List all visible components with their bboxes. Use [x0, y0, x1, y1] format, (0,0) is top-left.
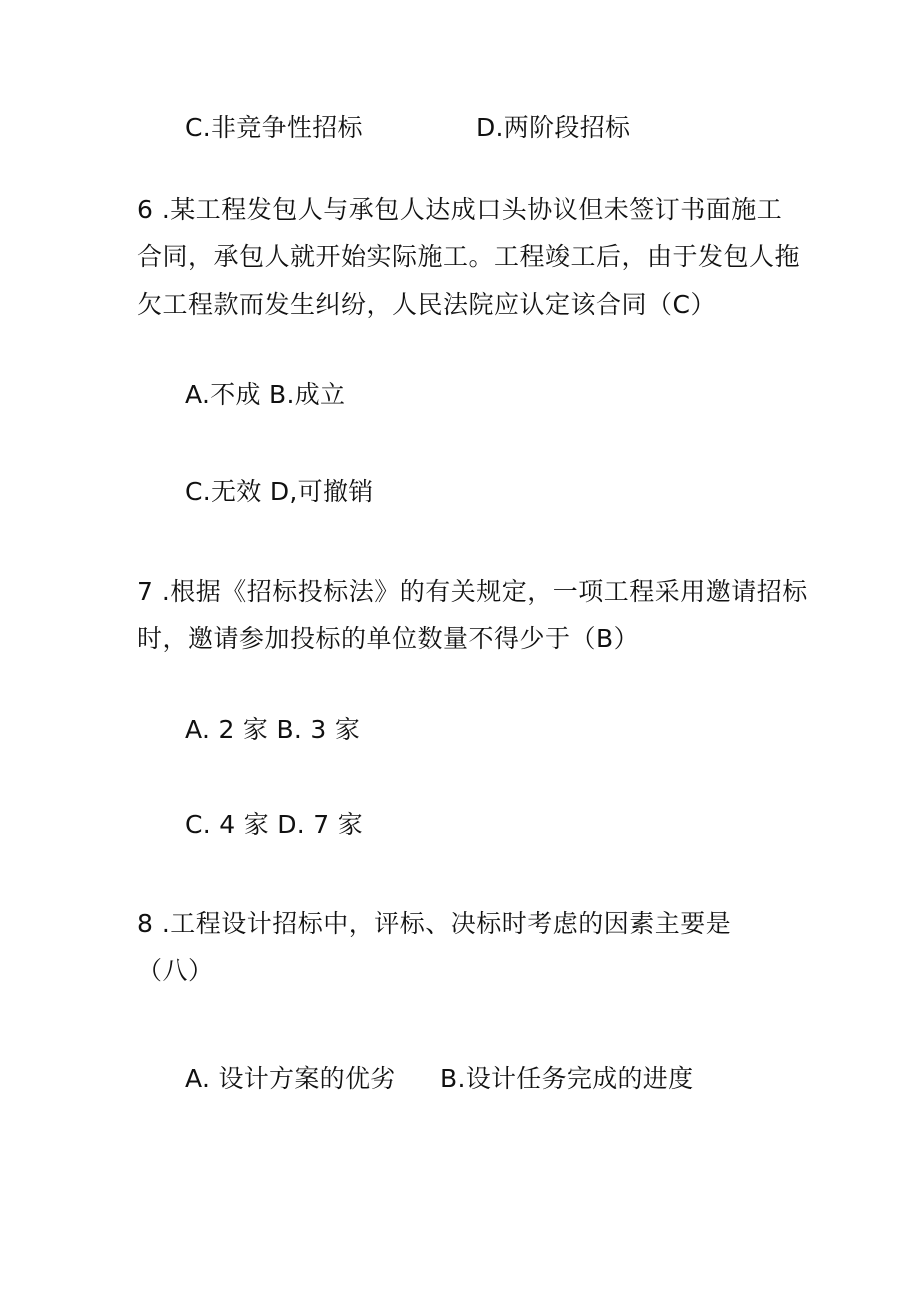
q6-text-line-3: 欠工程款而发生纠纷，人民法院应认定该合同（C）	[137, 290, 716, 319]
q8-text-line-1: 8 .工程设计招标中，评标、决标时考虑的因素主要是	[137, 909, 732, 938]
q8-text-line-2: （八）	[137, 956, 214, 985]
q7-text-line-2: 时，邀请参加投标的单位数量不得少于（B）	[137, 624, 640, 653]
q7-options-cd: C. 4 家 D. 7 家	[185, 810, 364, 839]
q8-option-b: B.设计任务完成的进度	[440, 1064, 694, 1093]
q7-options-ab: A. 2 家 B. 3 家	[185, 715, 361, 744]
q8-option-a: A. 设计方案的优劣	[185, 1064, 396, 1093]
q6-options-cd: C.无效 D,可撤销	[185, 477, 374, 506]
q5-option-c: C.非竞争性招标	[185, 113, 363, 142]
q6-options-ab: A.不成 B.成立	[185, 380, 346, 409]
q6-text-line-1: 6 .某工程发包人与承包人达成口头协议但未签订书面施工	[137, 195, 783, 224]
q6-text-line-2: 合同，承包人就开始实际施工。工程竣工后，由于发包人拖	[137, 242, 801, 271]
q7-text-line-1: 7 .根据《招标投标法》的有关规定，一项工程采用邀请招标	[137, 577, 808, 606]
q5-option-d: D.两阶段招标	[476, 113, 631, 142]
